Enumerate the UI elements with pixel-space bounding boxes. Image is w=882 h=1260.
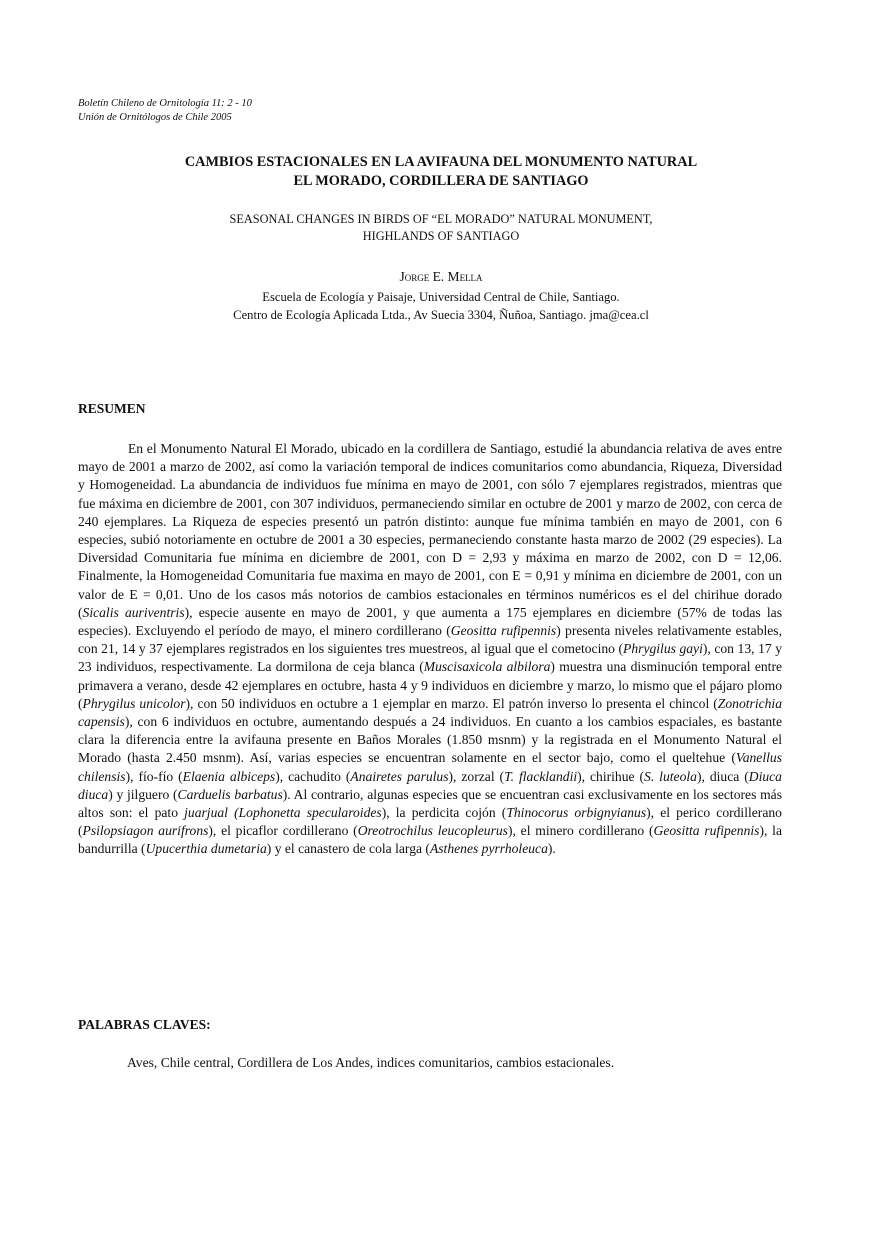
abstract-text-segment: ). (547, 841, 556, 857)
species-name: Thinocorus orbignyianus (506, 805, 647, 821)
title-line-1: CAMBIOS ESTACIONALES EN LA AVIFAUNA DEL MONUMENTO NATURAL (184, 154, 698, 170)
abstract-text-segment: ), diuca ( (696, 768, 749, 784)
title-line-2: EL MORADO, CORDILLERA DE SANTIAGO (293, 173, 589, 189)
abstract-text-segment: ), el picaflor cordillerano ( (208, 823, 358, 839)
species-name: Elaenia albiceps (182, 768, 276, 784)
abstract-text-segment: ) muestra una disminución temporal entre primavera a verano, desde 42 ejemplares en octubre, hasta 4 y 9 individuos en diciembre y marzo, lo mismo que el pájaro plomo ( (78, 659, 782, 711)
species-name: Phrygilus unicolor (82, 695, 186, 711)
species-name: T. flacklandii (504, 768, 578, 784)
journal-header (78, 97, 252, 125)
species-name: juarjual (Lophonetta specularoides (184, 805, 382, 821)
abstract-text-segment: ), chirihue ( (577, 768, 645, 784)
keywords-text: Aves, Chile central, Cordillera de Los Andes, indices comunitarios, cambios estacionales. (127, 1055, 615, 1070)
species-name: Geositta rufipennis (653, 823, 760, 839)
abstract-heading: RESUMEN (78, 401, 146, 416)
title-en-line-1: SEASONAL CHANGES IN BIRDS OF “EL MORADO” NATURAL MONUMENT, (229, 212, 653, 226)
title-en-line-2: HIGHLANDS OF SANTIAGO (362, 229, 520, 243)
author-name: Jorge E. Mella (399, 269, 483, 284)
abstract-text-segment: ), el minero cordillerano ( (507, 823, 654, 839)
paper-title-english (78, 211, 804, 245)
paper-title (78, 153, 804, 191)
abstract-text-segment: ) y el canastero de cola larga ( (266, 841, 430, 857)
abstract-text-segment: ) y jilguero ( (108, 786, 178, 802)
abstract-text-segment: ), el perico cordillerano ( (78, 805, 782, 839)
species-name: Asthenes pyrrholeuca (429, 841, 548, 857)
species-name: Sicalis auriventris (82, 604, 185, 620)
author-affiliation (78, 288, 804, 324)
species-name: Geositta rufipennis (450, 623, 557, 639)
abstract-text-segment: ), la bandurrilla ( (78, 823, 782, 857)
abstract-text-segment: ). Al contrario, algunas especies que se encuentran casi exclusivamente en los sectores más altos son: el pato (78, 786, 782, 821)
abstract-text-segment: ), especie ausente en mayo de 2001, y que aumenta a 175 ejemplares en diciembre (57% de todas las especies). Excluyendo el período de mayo, el minero cordillerano ( (78, 604, 782, 639)
species-name: Diuca diuca (78, 768, 782, 802)
abstract-text-segment: ), con 50 individuos en octubre a 1 ejemplar en marzo. El patrón inverso lo presenta el chincol ( (185, 695, 718, 711)
species-name: Muscisaxicola albilora (423, 659, 551, 675)
abstract-text-segment: ), con 6 individuos en octubre, aumentando después a 24 individuos. En cuanto a los cambios espaciales, es bastante clara la diferencia entre la avifauna presente en Baños Morales (1.850 msnm) y la registrada en el Monumento Natural el Morado (hasta 2.450 msnm). Así, varias especies se encuentran solamente en el sector bajo, como el queltehue ( (78, 714, 782, 766)
affiliation-line-1: Escuela de Ecología y Paisaje, Universidad Central de Chile, Santiago. (262, 290, 620, 304)
abstract-text-segment: ), cachudito ( (275, 768, 351, 784)
species-name: Anairetes parulus (350, 768, 449, 784)
keywords-heading: PALABRAS CLAVES: (78, 1017, 211, 1032)
species-name: Upucerthia dumetaria (145, 841, 267, 857)
species-name: Zonotrichia capensis (78, 695, 782, 730)
species-name: Vanellus chilensis (78, 750, 782, 784)
abstract-text-segment: ), fío-fío ( (125, 768, 183, 784)
species-name: Oreotrochilus leucopleurus (357, 823, 508, 839)
species-name: Psilopsiagon aurifrons (82, 823, 209, 839)
abstract-body (78, 440, 782, 859)
abstract-text-segment: En el Monumento Natural El Morado, ubicado en la cordillera de Santiago, estudié la abundancia relativa de aves entre mayo de 2001 a marzo de 2002, así como la variación temporal de indices comunitarios como abundancia, Riqueza, Diversidad y Homogeneidad. La abundancia de individuos fue mínima en mayo de 2001, con sólo 7 ejemplares registrados, mientras que fue máxima en diciembre de 2001, con 307 individuos, permaneciendo similar en octubre de 2001 y marzo de 2002, con cerca de 240 ejemplares. La Riqueza de especies presentó un patrón distinto: aunque fue mínima también en mayo de 2001, con 6 especies, subió notoriamente en octubre de 2001 a 30 especies, permaneciendo constante hasta marzo de 2002 (29 especies). La Diversidad Comunitaria fue mínima en diciembre de 2001, con D = 2,93 y máxima en marzo de 2002, con D = 12,06. Finalmente, la Homogeneidad Comunitaria fue maxima en mayo de 2001, con E = 0,91 y mínima en diciembre de 2001, con un valor de E = 0,01. Uno de los casos más notorios de cambios estacionales en términos numéricos es el del chirihue dorado ( (78, 441, 782, 620)
abstract-text-segment: ), la perdicita cojón ( (381, 805, 507, 821)
abstract-text-segment: ), zorzal ( (448, 768, 505, 784)
journal-citation: Boletín Chileno de Ornitología 11: 2 - 10 (78, 98, 252, 109)
abstract-paragraph (78, 440, 782, 859)
abstract-text-segment: ) presenta niveles relativamente estables, con 21, 14 y 37 ejemplares registrados en los siguientes tres muestreos, al igual que el cometocino ( (78, 623, 782, 657)
species-name: S. luteola (644, 768, 697, 784)
species-name: Phrygilus gayi (623, 641, 703, 657)
abstract-text-segment: ), con 13, 17 y 23 individuos, respectivamente. La dormilona de ceja blanca ( (78, 641, 783, 675)
species-name: Carduelis barbatus (177, 786, 283, 802)
journal-publisher: Unión de Ornitólogos de Chile 2005 (78, 112, 232, 123)
affiliation-line-2: Centro de Ecología Aplicada Ltda., Av Suecia 3304, Ñuñoa, Santiago. jma@cea.cl (233, 308, 649, 322)
